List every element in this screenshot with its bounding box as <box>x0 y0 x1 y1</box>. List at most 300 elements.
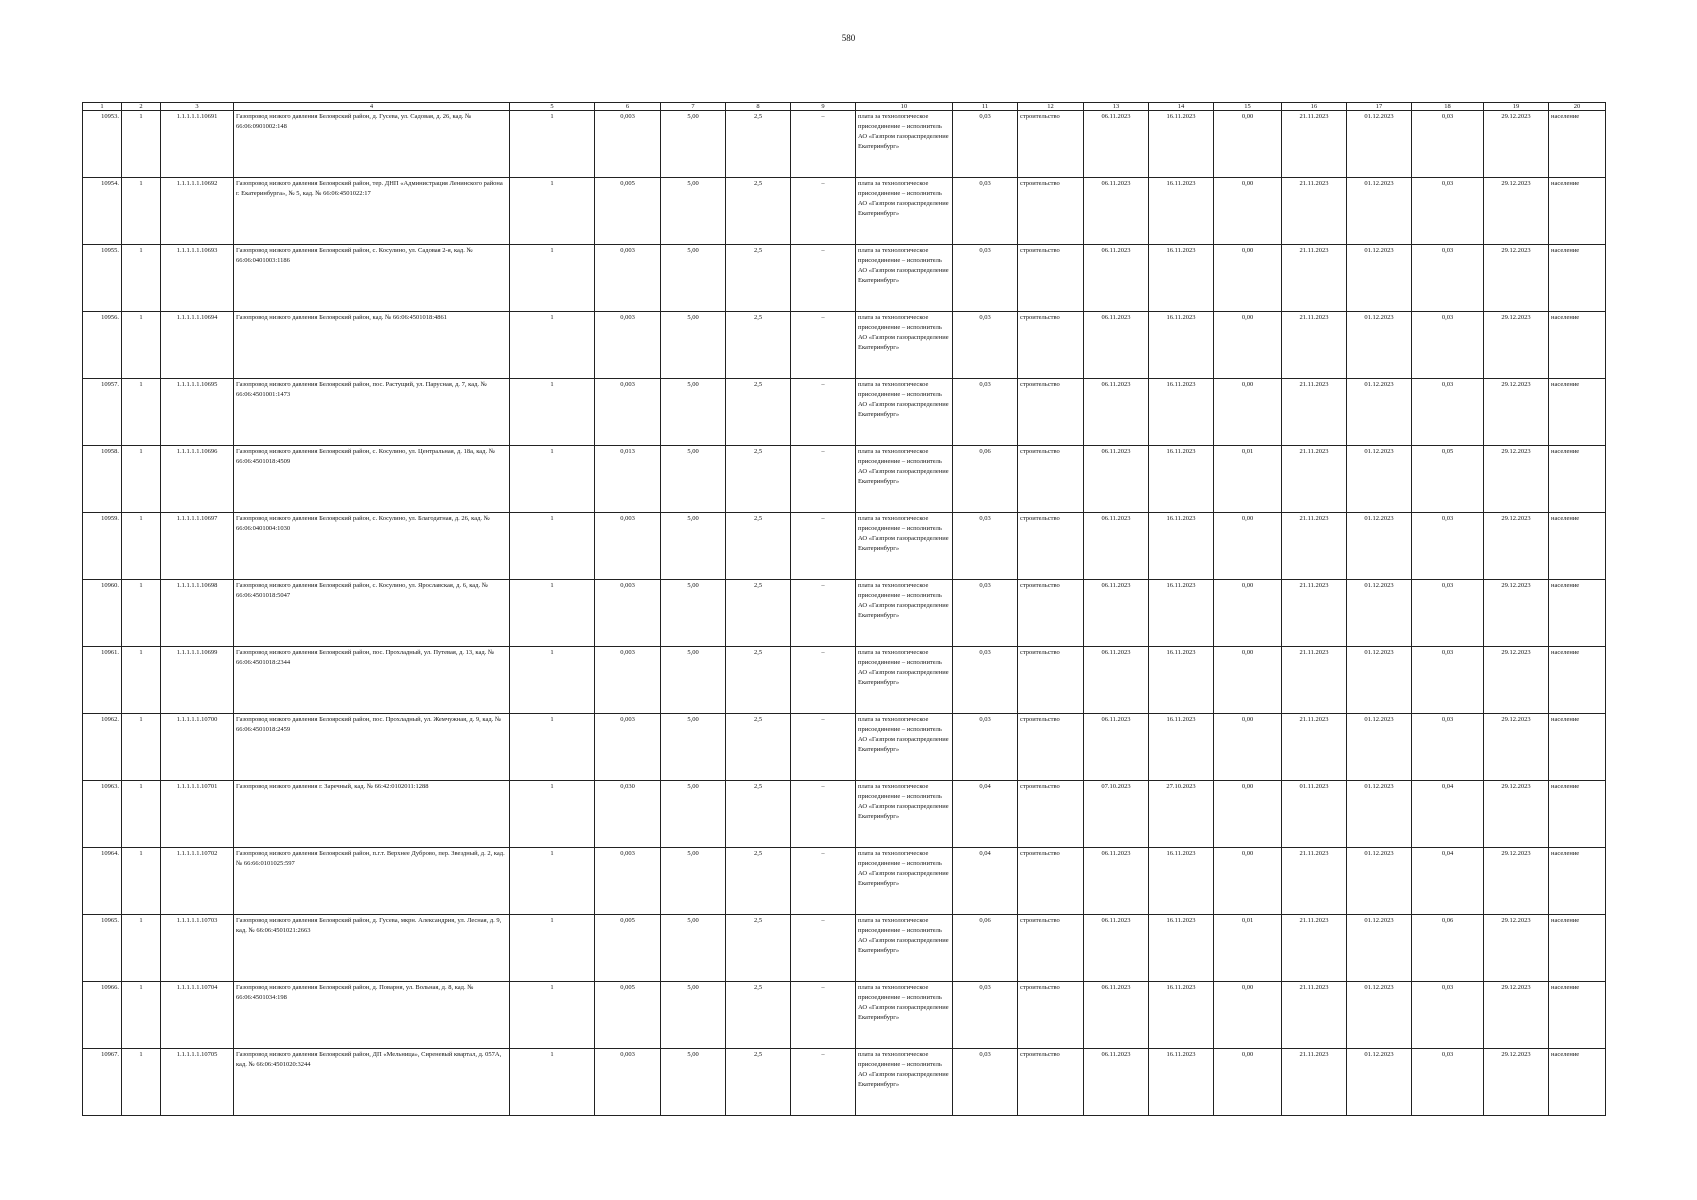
date-col17: 01.12.2023 <box>1347 513 1412 580</box>
date-col17: 01.12.2023 <box>1347 848 1412 915</box>
date-col13: 06.11.2023 <box>1084 580 1149 647</box>
table-row <box>83 312 1606 379</box>
date-col16: 21.11.2023 <box>1282 647 1347 714</box>
column-header: 19 <box>1484 103 1549 111</box>
cell-col18: 0,05 <box>1412 446 1484 513</box>
cell-col8: 2,5 <box>726 178 791 245</box>
table-row <box>83 915 1606 982</box>
cell-col6: 0,005 <box>595 982 661 1049</box>
cell-col5: 1 <box>510 781 595 848</box>
cell-col7: 5,00 <box>661 982 726 1049</box>
table-row <box>83 714 1606 781</box>
funding-source: плата за технологическое присоединение – исполнитель АО «Газпром газораспределение Екатеринбург» <box>856 647 953 714</box>
project-id: 1.1.1.1.1.10705 <box>161 1049 234 1116</box>
project-id: 1.1.1.1.1.10692 <box>161 178 234 245</box>
consumer-category: население <box>1549 312 1606 379</box>
cell-col5: 1 <box>510 446 595 513</box>
row-number: 10966. <box>83 982 122 1049</box>
cell-col18: 0,03 <box>1412 111 1484 178</box>
date-col13: 06.11.2023 <box>1084 178 1149 245</box>
cell-col15: 0,00 <box>1214 714 1282 781</box>
date-col19: 29.12.2023 <box>1484 111 1549 178</box>
cell-col6: 0,003 <box>595 245 661 312</box>
date-col16: 01.11.2023 <box>1282 781 1347 848</box>
row-number: 10956. <box>83 312 122 379</box>
cell-col18: 0,03 <box>1412 647 1484 714</box>
project-id: 1.1.1.1.1.10702 <box>161 848 234 915</box>
cell-col11: 0,03 <box>953 245 1018 312</box>
date-col13: 06.11.2023 <box>1084 714 1149 781</box>
cell-col7: 5,00 <box>661 446 726 513</box>
group-code: 1 <box>122 312 161 379</box>
cell-col8: 2,5 <box>726 245 791 312</box>
table-row <box>83 513 1606 580</box>
date-col14: 16.11.2023 <box>1149 848 1214 915</box>
row-number: 10953. <box>83 111 122 178</box>
date-col17: 01.12.2023 <box>1347 915 1412 982</box>
column-header: 11 <box>953 103 1018 111</box>
row-number: 10958. <box>83 446 122 513</box>
cell-col7: 5,00 <box>661 1049 726 1116</box>
cell-col8: 2,5 <box>726 111 791 178</box>
date-col13: 06.11.2023 <box>1084 647 1149 714</box>
table-row <box>83 848 1606 915</box>
cell-col18: 0,03 <box>1412 245 1484 312</box>
date-col13: 07.10.2023 <box>1084 781 1149 848</box>
date-col14: 16.11.2023 <box>1149 178 1214 245</box>
cell-col8: 2,5 <box>726 580 791 647</box>
consumer-category: население <box>1549 513 1606 580</box>
date-col16: 21.11.2023 <box>1282 446 1347 513</box>
row-number: 10957. <box>83 379 122 446</box>
date-col16: 21.11.2023 <box>1282 982 1347 1049</box>
work-type: строительство <box>1018 312 1084 379</box>
date-col19: 29.12.2023 <box>1484 982 1549 1049</box>
cell-col7: 5,00 <box>661 915 726 982</box>
cell-col18: 0,03 <box>1412 513 1484 580</box>
date-col14: 16.11.2023 <box>1149 446 1214 513</box>
page-number: 580 <box>841 33 856 43</box>
date-col17: 01.12.2023 <box>1347 312 1412 379</box>
date-col16: 21.11.2023 <box>1282 312 1347 379</box>
date-col19: 29.12.2023 <box>1484 915 1549 982</box>
cell-col5: 1 <box>510 312 595 379</box>
project-name: Газопровод низкого давления Белоярский район, кад. № 66:06:4501018:4861 <box>234 312 510 379</box>
consumer-category: население <box>1549 379 1606 446</box>
consumer-category: население <box>1549 178 1606 245</box>
work-type: строительство <box>1018 915 1084 982</box>
funding-source: плата за технологическое присоединение – исполнитель АО «Газпром газораспределение Екатеринбург» <box>856 714 953 781</box>
date-col16: 21.11.2023 <box>1282 111 1347 178</box>
cell-col8: 2,5 <box>726 312 791 379</box>
work-type: строительство <box>1018 714 1084 781</box>
column-header: 12 <box>1018 103 1084 111</box>
project-name: Газопровод низкого давления Белоярский район, д. Гусева, ул. Садовая, д. 26, кад. № 66:06:0901002:148 <box>234 111 510 178</box>
cell-col18: 0,04 <box>1412 781 1484 848</box>
consumer-category: население <box>1549 1049 1606 1116</box>
cell-col18: 0,06 <box>1412 915 1484 982</box>
table-row <box>83 245 1606 312</box>
work-type: строительство <box>1018 982 1084 1049</box>
cell-col6: 0,003 <box>595 580 661 647</box>
cell-col18: 0,03 <box>1412 312 1484 379</box>
consumer-category: население <box>1549 848 1606 915</box>
column-header: 17 <box>1347 103 1412 111</box>
cell-col5: 1 <box>510 982 595 1049</box>
cell-col6: 0,013 <box>595 446 661 513</box>
funding-source: плата за технологическое присоединение – исполнитель АО «Газпром газораспределение Екатеринбург» <box>856 111 953 178</box>
project-id: 1.1.1.1.1.10695 <box>161 379 234 446</box>
cell-col11: 0,03 <box>953 714 1018 781</box>
cell-col18: 0,04 <box>1412 848 1484 915</box>
project-name: Газопровод низкого давления Белоярский район, тер. ДНП «Администрация Ленинского района г. Екатеринбурга», № 5, кад. № 66:06:4501022:17 <box>234 178 510 245</box>
project-name: Газопровод низкого давления Белоярский район, д. Гусева, мкрн. Александрия, ул. Лесная, д. 9, кад. № 66:06:4501021:2663 <box>234 915 510 982</box>
group-code: 1 <box>122 1049 161 1116</box>
date-col14: 16.11.2023 <box>1149 915 1214 982</box>
row-number: 10962. <box>83 714 122 781</box>
date-col14: 16.11.2023 <box>1149 379 1214 446</box>
cell-col6: 0,003 <box>595 1049 661 1116</box>
funding-source: плата за технологическое присоединение – исполнитель АО «Газпром газораспределение Екатеринбург» <box>856 178 953 245</box>
project-name: Газопровод низкого давления Белоярский район, пос. Растущий, ул. Парусная, д. 7, кад. № 66:06:4501001:1473 <box>234 379 510 446</box>
cell-col11: 0,03 <box>953 1049 1018 1116</box>
column-header: 16 <box>1282 103 1347 111</box>
project-name: Газопровод низкого давления Белоярский район, пос. Прохладный, ул. Жемчужная, д. 9, кад. № 66:06:4501018:2459 <box>234 714 510 781</box>
table-row <box>83 647 1606 714</box>
date-col13: 06.11.2023 <box>1084 1049 1149 1116</box>
work-type: строительство <box>1018 1049 1084 1116</box>
column-header: 2 <box>122 103 161 111</box>
date-col13: 06.11.2023 <box>1084 446 1149 513</box>
project-id: 1.1.1.1.1.10694 <box>161 312 234 379</box>
group-code: 1 <box>122 178 161 245</box>
cell-col8: 2,5 <box>726 379 791 446</box>
date-col14: 16.11.2023 <box>1149 982 1214 1049</box>
column-header: 14 <box>1149 103 1214 111</box>
table-row <box>83 1049 1606 1116</box>
cell-col11: 0,03 <box>953 178 1018 245</box>
cell-col18: 0,03 <box>1412 379 1484 446</box>
project-name: Газопровод низкого давления Белоярский район, с. Косулино, ул. Садовая 2-я, кад. № 66:06:0401003:1186 <box>234 245 510 312</box>
column-header: 9 <box>791 103 856 111</box>
cell-col11: 0,03 <box>953 982 1018 1049</box>
cell-col11: 0,04 <box>953 848 1018 915</box>
work-type: строительство <box>1018 848 1084 915</box>
project-name: Газопровод низкого давления г. Заречный, кад. № 66:42:0102011:1288 <box>234 781 510 848</box>
column-header: 4 <box>234 103 510 111</box>
funding-source: плата за технологическое присоединение – исполнитель АО «Газпром газораспределение Екатеринбург» <box>856 379 953 446</box>
column-header: 3 <box>161 103 234 111</box>
cell-col15: 0,00 <box>1214 1049 1282 1116</box>
date-col17: 01.12.2023 <box>1347 580 1412 647</box>
work-type: строительство <box>1018 245 1084 312</box>
column-header: 13 <box>1084 103 1149 111</box>
cell-col15: 0,01 <box>1214 446 1282 513</box>
project-id: 1.1.1.1.1.10703 <box>161 915 234 982</box>
date-col19: 29.12.2023 <box>1484 513 1549 580</box>
cell-col7: 5,00 <box>661 312 726 379</box>
cell-col6: 0,005 <box>595 915 661 982</box>
cell-col9: – <box>791 379 856 446</box>
table-row <box>83 580 1606 647</box>
project-id: 1.1.1.1.1.10699 <box>161 647 234 714</box>
date-col19: 29.12.2023 <box>1484 580 1549 647</box>
work-type: строительство <box>1018 647 1084 714</box>
group-code: 1 <box>122 379 161 446</box>
cell-col15: 0,00 <box>1214 513 1282 580</box>
date-col17: 01.12.2023 <box>1347 446 1412 513</box>
date-col17: 01.12.2023 <box>1347 178 1412 245</box>
date-col17: 01.12.2023 <box>1347 379 1412 446</box>
cell-col9: – <box>791 111 856 178</box>
date-col19: 29.12.2023 <box>1484 781 1549 848</box>
column-header: 10 <box>856 103 953 111</box>
date-col16: 21.11.2023 <box>1282 580 1347 647</box>
column-header: 5 <box>510 103 595 111</box>
date-col19: 29.12.2023 <box>1484 245 1549 312</box>
date-col13: 06.11.2023 <box>1084 915 1149 982</box>
date-col17: 01.12.2023 <box>1347 111 1412 178</box>
cell-col6: 0,030 <box>595 781 661 848</box>
column-header: 6 <box>595 103 661 111</box>
funding-source: плата за технологическое присоединение – исполнитель АО «Газпром газораспределение Екатеринбург» <box>856 781 953 848</box>
cell-col9: – <box>791 647 856 714</box>
cell-col18: 0,03 <box>1412 714 1484 781</box>
column-number-row <box>83 103 1606 111</box>
table-row <box>83 982 1606 1049</box>
cell-col11: 0,03 <box>953 312 1018 379</box>
consumer-category: население <box>1549 111 1606 178</box>
table-row <box>83 111 1606 178</box>
cell-col8: 2,5 <box>726 848 791 915</box>
cell-col9: – <box>791 915 856 982</box>
row-number: 10967. <box>83 1049 122 1116</box>
date-col16: 21.11.2023 <box>1282 848 1347 915</box>
row-number: 10965. <box>83 915 122 982</box>
date-col19: 29.12.2023 <box>1484 312 1549 379</box>
project-id: 1.1.1.1.1.10691 <box>161 111 234 178</box>
column-header: 15 <box>1214 103 1282 111</box>
cell-col9: – <box>791 982 856 1049</box>
investment-table <box>82 102 1606 1116</box>
column-header: 8 <box>726 103 791 111</box>
work-type: строительство <box>1018 379 1084 446</box>
project-name: Газопровод низкого давления Белоярский район, п.г.т. Верхнее Дуброво, пер. Звездный, д. 2, кад. № 66:66:0101025:597 <box>234 848 510 915</box>
cell-col9: – <box>791 245 856 312</box>
date-col14: 27.10.2023 <box>1149 781 1214 848</box>
cell-col5: 1 <box>510 245 595 312</box>
group-code: 1 <box>122 848 161 915</box>
cell-col8: 2,5 <box>726 446 791 513</box>
cell-col8: 2,5 <box>726 781 791 848</box>
cell-col9: – <box>791 513 856 580</box>
consumer-category: население <box>1549 982 1606 1049</box>
date-col19: 29.12.2023 <box>1484 178 1549 245</box>
date-col13: 06.11.2023 <box>1084 513 1149 580</box>
group-code: 1 <box>122 982 161 1049</box>
cell-col8: 2,5 <box>726 714 791 781</box>
cell-col5: 1 <box>510 647 595 714</box>
cell-col11: 0,04 <box>953 781 1018 848</box>
cell-col15: 0,00 <box>1214 111 1282 178</box>
project-name: Газопровод низкого давления Белоярский район, с. Косулино, ул. Благодатная, д. 26, кад. № 66:06:0401004:1030 <box>234 513 510 580</box>
cell-col9: – <box>791 580 856 647</box>
cell-col15: 0,00 <box>1214 245 1282 312</box>
date-col19: 29.12.2023 <box>1484 379 1549 446</box>
date-col17: 01.12.2023 <box>1347 714 1412 781</box>
date-col14: 16.11.2023 <box>1149 580 1214 647</box>
project-name: Газопровод низкого давления Белоярский район, пос. Прохладный, ул. Путевая, д. 13, кад. № 66:06:4501018:2344 <box>234 647 510 714</box>
cell-col15: 0,00 <box>1214 580 1282 647</box>
funding-source: плата за технологическое присоединение – исполнитель АО «Газпром газораспределение Екатеринбург» <box>856 513 953 580</box>
cell-col15: 0,00 <box>1214 312 1282 379</box>
project-name: Газопровод низкого давления Белоярский район, с. Косулино, ул. Ярославская, д. 6, кад. № 66:06:4501018:5047 <box>234 580 510 647</box>
date-col16: 21.11.2023 <box>1282 1049 1347 1116</box>
cell-col6: 0,003 <box>595 848 661 915</box>
date-col19: 29.12.2023 <box>1484 848 1549 915</box>
date-col19: 29.12.2023 <box>1484 647 1549 714</box>
funding-source: плата за технологическое присоединение – исполнитель АО «Газпром газораспределение Екатеринбург» <box>856 1049 953 1116</box>
cell-col6: 0,003 <box>595 312 661 379</box>
cell-col6: 0,003 <box>595 513 661 580</box>
cell-col9: – <box>791 312 856 379</box>
cell-col18: 0,03 <box>1412 178 1484 245</box>
date-col16: 21.11.2023 <box>1282 245 1347 312</box>
cell-col7: 5,00 <box>661 245 726 312</box>
project-id: 1.1.1.1.1.10697 <box>161 513 234 580</box>
cell-col7: 5,00 <box>661 580 726 647</box>
row-number: 10959. <box>83 513 122 580</box>
cell-col15: 0,01 <box>1214 915 1282 982</box>
project-name: Газопровод низкого давления Белоярский район, д. Поварня, ул. Вольная, д. 8, кад. № 66:06:4501034:198 <box>234 982 510 1049</box>
cell-col7: 5,00 <box>661 379 726 446</box>
cell-col7: 5,00 <box>661 111 726 178</box>
table-row <box>83 781 1606 848</box>
column-header: 7 <box>661 103 726 111</box>
date-col16: 21.11.2023 <box>1282 513 1347 580</box>
cell-col15: 0,00 <box>1214 982 1282 1049</box>
cell-col9: – <box>791 446 856 513</box>
project-id: 1.1.1.1.1.10698 <box>161 580 234 647</box>
cell-col9: – <box>791 714 856 781</box>
cell-col11: 0,06 <box>953 446 1018 513</box>
row-number: 10963. <box>83 781 122 848</box>
project-id: 1.1.1.1.1.10701 <box>161 781 234 848</box>
date-col17: 01.12.2023 <box>1347 647 1412 714</box>
project-name: Газопровод низкого давления Белоярский район, ДП «Мельница», Сиреневый квартал, д. 057А, кад. № 66:06:4501020:3244 <box>234 1049 510 1116</box>
cell-col7: 5,00 <box>661 513 726 580</box>
cell-col5: 1 <box>510 111 595 178</box>
date-col14: 16.11.2023 <box>1149 312 1214 379</box>
date-col13: 06.11.2023 <box>1084 245 1149 312</box>
work-type: строительство <box>1018 781 1084 848</box>
project-name: Газопровод низкого давления Белоярский район, с. Косулино, ул. Центральная, д. 18а, кад. № 66:06:4501018:4509 <box>234 446 510 513</box>
work-type: строительство <box>1018 513 1084 580</box>
date-col16: 21.11.2023 <box>1282 178 1347 245</box>
date-col14: 16.11.2023 <box>1149 714 1214 781</box>
date-col14: 16.11.2023 <box>1149 647 1214 714</box>
consumer-category: население <box>1549 647 1606 714</box>
date-col13: 06.11.2023 <box>1084 111 1149 178</box>
date-col17: 01.12.2023 <box>1347 982 1412 1049</box>
row-number: 10960. <box>83 580 122 647</box>
row-number: 10961. <box>83 647 122 714</box>
funding-source: плата за технологическое присоединение – исполнитель АО «Газпром газораспределение Екатеринбург» <box>856 312 953 379</box>
cell-col9: – <box>791 178 856 245</box>
date-col19: 29.12.2023 <box>1484 714 1549 781</box>
funding-source: плата за технологическое присоединение – исполнитель АО «Газпром газораспределение Екатеринбург» <box>856 446 953 513</box>
consumer-category: население <box>1549 580 1606 647</box>
group-code: 1 <box>122 915 161 982</box>
cell-col7: 5,00 <box>661 647 726 714</box>
cell-col5: 1 <box>510 915 595 982</box>
column-header: 1 <box>83 103 122 111</box>
cell-col18: 0,03 <box>1412 1049 1484 1116</box>
date-col19: 29.12.2023 <box>1484 446 1549 513</box>
cell-col9: – <box>791 781 856 848</box>
date-col17: 01.12.2023 <box>1347 245 1412 312</box>
cell-col5: 1 <box>510 714 595 781</box>
cell-col8: 2,5 <box>726 513 791 580</box>
cell-col5: 1 <box>510 580 595 647</box>
table-row <box>83 178 1606 245</box>
date-col14: 16.11.2023 <box>1149 245 1214 312</box>
date-col14: 16.11.2023 <box>1149 111 1214 178</box>
funding-source: плата за технологическое присоединение – исполнитель АО «Газпром газораспределение Екатеринбург» <box>856 245 953 312</box>
work-type: строительство <box>1018 178 1084 245</box>
cell-col15: 0,00 <box>1214 781 1282 848</box>
row-number: 10964. <box>83 848 122 915</box>
date-col17: 01.12.2023 <box>1347 781 1412 848</box>
date-col14: 16.11.2023 <box>1149 1049 1214 1116</box>
row-number: 10955. <box>83 245 122 312</box>
cell-col9: – <box>791 1049 856 1116</box>
cell-col5: 1 <box>510 848 595 915</box>
cell-col15: 0,00 <box>1214 379 1282 446</box>
cell-col7: 5,00 <box>661 178 726 245</box>
cell-col5: 1 <box>510 379 595 446</box>
cell-col5: 1 <box>510 1049 595 1116</box>
date-col13: 06.11.2023 <box>1084 848 1149 915</box>
funding-source: плата за технологическое присоединение – исполнитель АО «Газпром газораспределение Екатеринбург» <box>856 915 953 982</box>
cell-col6: 0,003 <box>595 379 661 446</box>
date-col14: 16.11.2023 <box>1149 513 1214 580</box>
cell-col7: 5,00 <box>661 781 726 848</box>
date-col13: 06.11.2023 <box>1084 379 1149 446</box>
cell-col15: 0,00 <box>1214 848 1282 915</box>
cell-col11: 0,03 <box>953 580 1018 647</box>
funding-source: плата за технологическое присоединение – исполнитель АО «Газпром газораспределение Екатеринбург» <box>856 848 953 915</box>
cell-col8: 2,5 <box>726 647 791 714</box>
funding-source: плата за технологическое присоединение – исполнитель АО «Газпром газораспределение Екатеринбург» <box>856 982 953 1049</box>
cell-col11: 0,03 <box>953 379 1018 446</box>
date-col17: 01.12.2023 <box>1347 1049 1412 1116</box>
cell-col6: 0,003 <box>595 714 661 781</box>
date-col16: 21.11.2023 <box>1282 714 1347 781</box>
cell-col18: 0,03 <box>1412 580 1484 647</box>
cell-col7: 5,00 <box>661 714 726 781</box>
work-type: строительство <box>1018 446 1084 513</box>
date-col16: 21.11.2023 <box>1282 915 1347 982</box>
consumer-category: население <box>1549 915 1606 982</box>
project-id: 1.1.1.1.1.10704 <box>161 982 234 1049</box>
group-code: 1 <box>122 513 161 580</box>
cell-col18: 0,03 <box>1412 982 1484 1049</box>
group-code: 1 <box>122 580 161 647</box>
cell-col9: – <box>791 848 856 915</box>
group-code: 1 <box>122 714 161 781</box>
group-code: 1 <box>122 647 161 714</box>
